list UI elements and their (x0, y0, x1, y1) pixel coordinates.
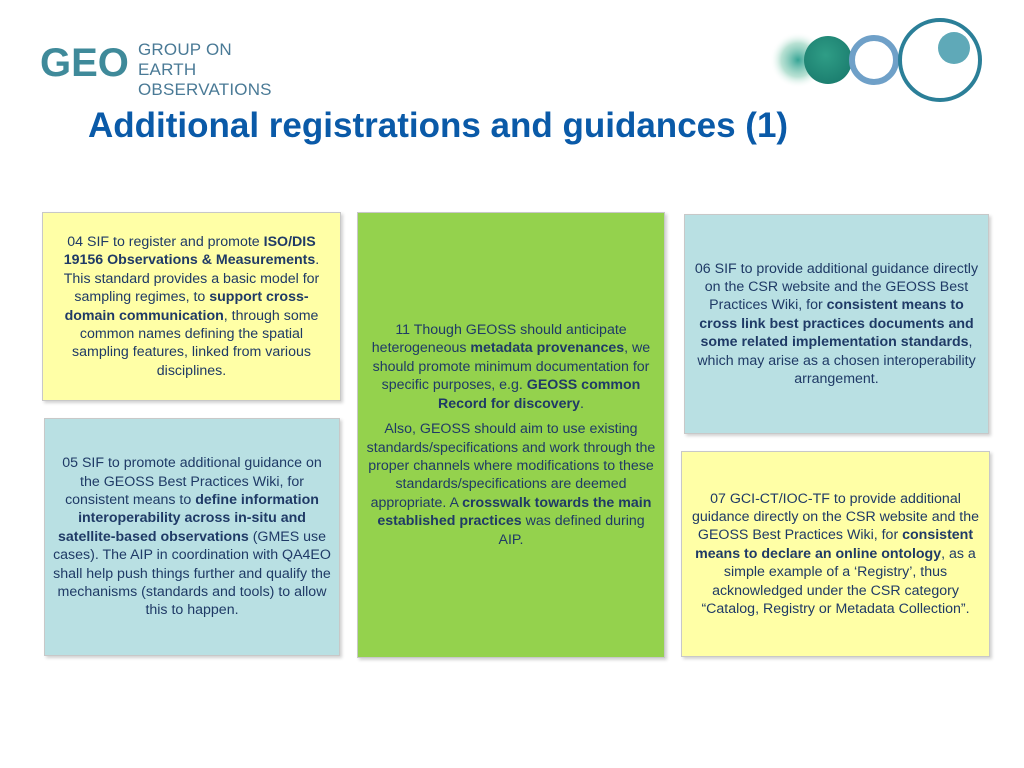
box-05-text-1: 05 SIF to promote additional guidance on the GEOSS Best Practices Wiki, for consistent means to (62, 455, 322, 508)
box-06-bold-1: consistent means to cross link best practices documents and some related implementation standards (699, 297, 974, 351)
geo-logo (40, 38, 330, 99)
box-11-p1-bold-2: GEOSS common Record for discovery (438, 377, 641, 412)
box-11-paragraph-2 (365, 420, 657, 549)
box-07-text-1: 07 GCI-CT/IOC-TF to provide additional guidance directly on the CSR website and the GEOSS Best Practices Wiki, for (691, 490, 980, 544)
box-11-p1-text-2: , we should promote minimum documentation for specific purposes, e.g. (372, 340, 651, 394)
org-name (138, 40, 330, 100)
box-11-p2-text-2: was defined during AIP. (498, 513, 645, 548)
org-name-line2: EARTH OBSERVATIONS (138, 60, 272, 99)
box-05-text-2: (GMES use cases). The AIP in coordination with QA4EO shall help push things further and qualify the mechanisms (standards and tools) to allow this to happen. (53, 528, 331, 619)
box-04-text-2: . This standard provides a basic model for sampling regimes, to (63, 252, 320, 306)
guidance-box-11 (357, 212, 665, 658)
guidance-box-07 (681, 451, 990, 657)
decorative-circles-icon (770, 10, 1010, 110)
box-11-p1-text-1: 11 Though GEOSS should anticipate heterogeneous (371, 322, 627, 357)
box-04-text-1: 04 SIF to register and promote (67, 233, 264, 250)
guidance-box-05 (44, 418, 340, 656)
box-04-bold-1: ISO/DIS 19156 Observations & Measurements (63, 233, 316, 269)
page-title: Additional registrations and guidances (1) (88, 106, 789, 145)
box-11-p2-bold-1: crosswalk towards the main established practices (377, 494, 652, 530)
guidance-box-04 (42, 212, 341, 401)
box-07-text-2: , as a simple example of a ‘Registry’, thus acknowledged under the CSR category “Catalog, Registry or Metadata Collection”. (701, 545, 976, 618)
box-04-bold-2: support cross-domain communication (64, 289, 309, 324)
box-11-p1-bold-1: metadata provenances (470, 340, 625, 357)
box-11-paragraph-1 (365, 321, 657, 413)
box-11-p1-text-3: . (579, 395, 584, 412)
box-04-text-3: , through some common names defining the spatial sampling features, linked from various disciplines. (72, 307, 319, 379)
box-05-bold-1: define information interoperability across in-situ and satellite-based observations (57, 491, 319, 545)
guidance-box-06 (684, 214, 989, 434)
org-name-line1: GROUP ON (138, 40, 232, 59)
box-11-p2-text-1: Also, GEOSS should aim to use existing standards/specifications and work through the proper channels where modifications to these standards/specifications are deemed appropriate. A (366, 421, 656, 511)
box-06-text-1: 06 SIF to provide additional guidance directly on the CSR website and the GEOSS Best Practices Wiki, for (694, 260, 979, 314)
box-07-bold-1: consistent means to declare an online ontology (695, 527, 974, 562)
geo-logo-mark-icon (40, 38, 136, 84)
geo-logo-mark-text: GEO (40, 41, 129, 84)
box-06-text-2: , which may arise as a chosen interoperability arrangement. (697, 334, 976, 388)
